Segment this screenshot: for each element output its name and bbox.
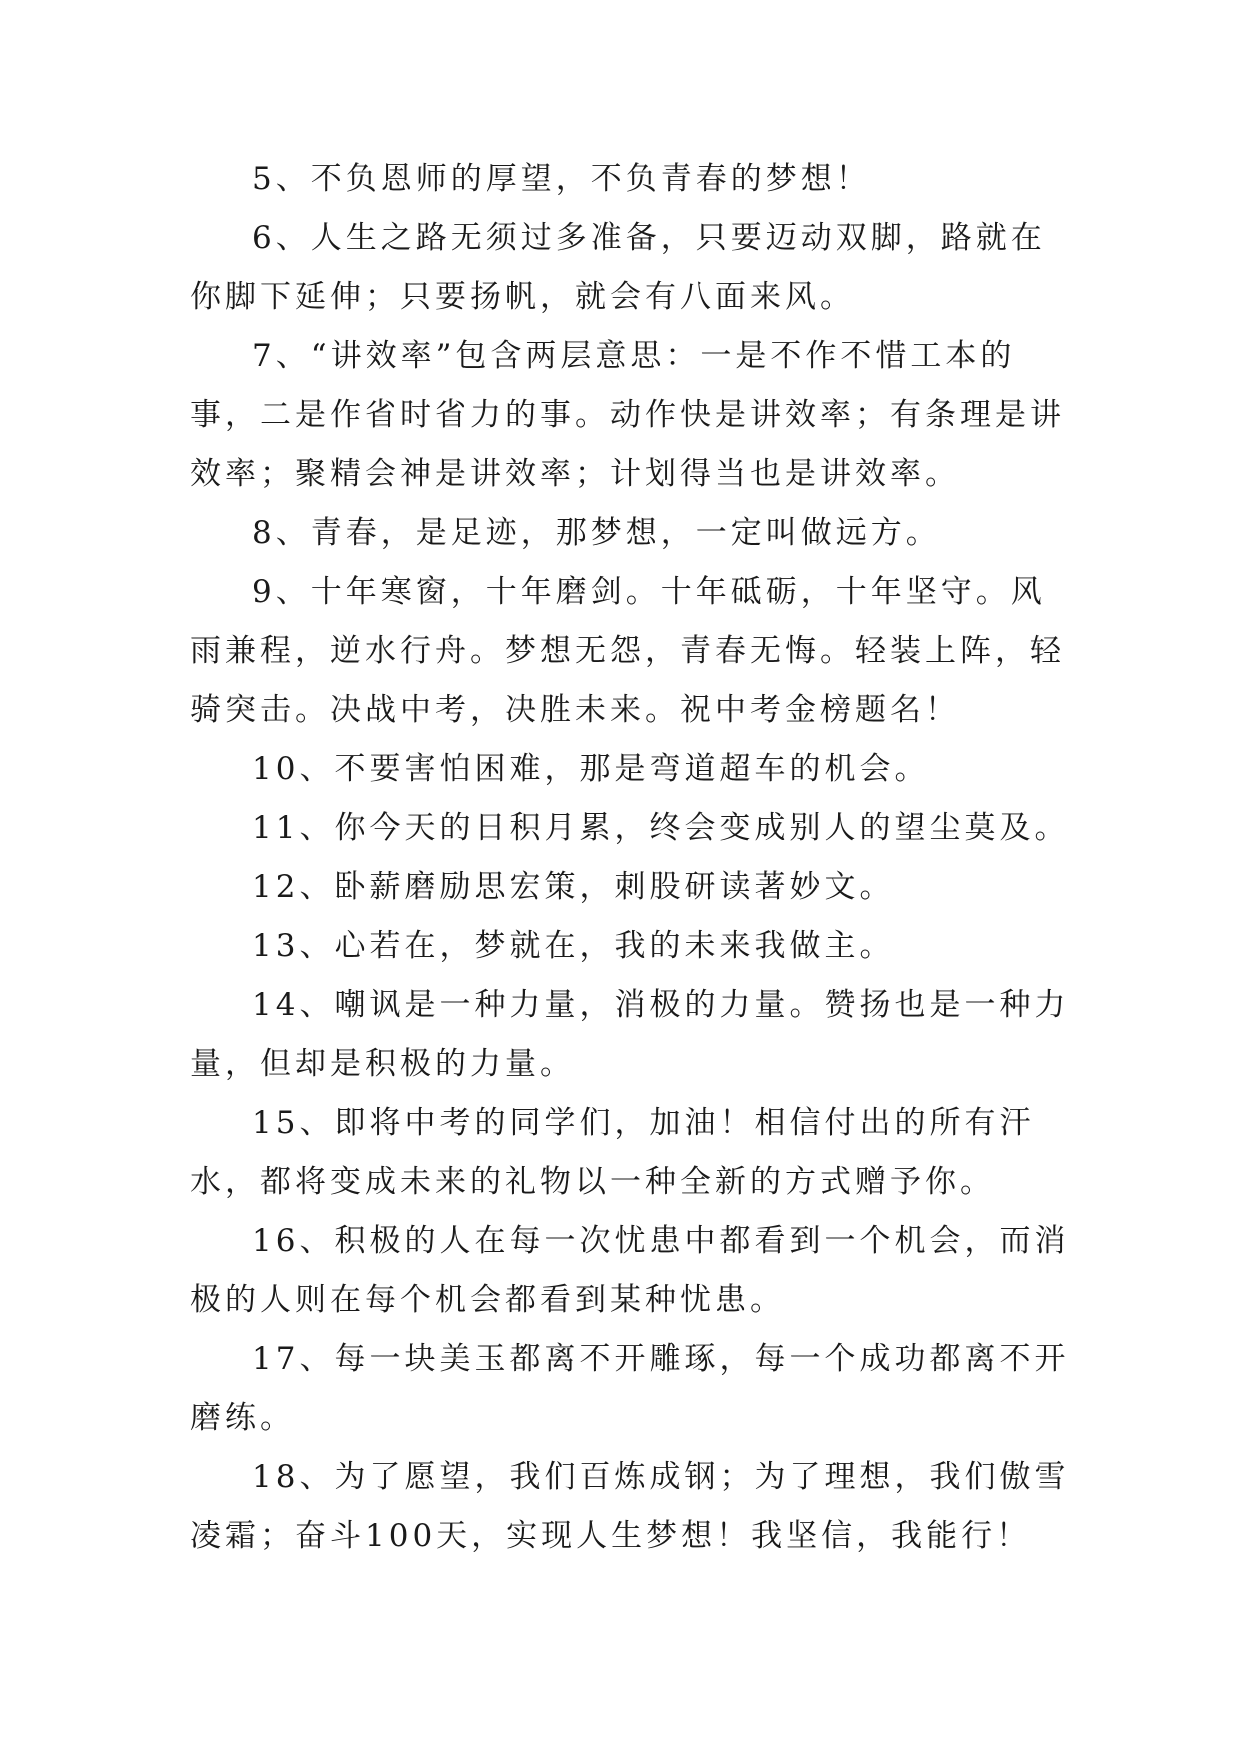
paragraph-12: 12、卧薪磨励思宏策，刺股研读著妙文。 <box>252 869 895 905</box>
paragraph-16: 16、积极的人在每一次忧患中都看到一个机会，而消极的人则在每个机会都看到某种忧患。 <box>190 1223 1070 1318</box>
paragraph-18: 18、为了愿望，我们百炼成钢；为了理想，我们傲雪凌霜；奋斗100天，实现人生梦想！我坚信，我能行！ <box>190 1459 1070 1554</box>
paragraph-6: 6、人生之路无须过多准备，只要迈动双脚，路就在你脚下延伸；只要扬帆，就会有八面来风。 <box>190 220 1046 315</box>
paragraph-13: 13、心若在，梦就在，我的未来我做主。 <box>252 928 895 964</box>
paragraph-17: 17、每一块美玉都离不开雕琢，每一个成功都离不开磨练。 <box>190 1341 1070 1436</box>
paragraph-5: 5、不负恩师的厚望，不负青春的梦想！ <box>252 161 871 197</box>
paragraph-10: 10、不要害怕困难，那是弯道超车的机会。 <box>252 751 930 787</box>
document-body <box>190 150 1070 1566</box>
paragraph-8: 8、青春，是足迹，那梦想，一定叫做远方。 <box>252 515 941 551</box>
paragraph-9: 9、十年寒窗，十年磨剑。十年砥砺，十年坚守。风雨兼程，逆水行舟。梦想无怨，青春无悔。轻装上阵，轻骑突击。决战中考，决胜未来。祝中考金榜题名！ <box>190 574 1065 728</box>
paragraph-7: 7、“讲效率”包含两层意思：一是不作不惜工本的事，二是作省时省力的事。动作快是讲效率；有条理是讲效率；聚精会神是讲效率；计划得当也是讲效率。 <box>190 338 1065 492</box>
paragraph-15: 15、即将中考的同学们，加油！相信付出的所有汗水，都将变成未来的礼物以一种全新的方式赠予你。 <box>190 1105 1035 1200</box>
paragraph-11: 11、你今天的日积月累，终会变成别人的望尘莫及。 <box>252 810 1070 846</box>
paragraph-14: 14、嘲讽是一种力量，消极的力量。赞扬也是一种力量，但却是积极的力量。 <box>190 987 1070 1082</box>
